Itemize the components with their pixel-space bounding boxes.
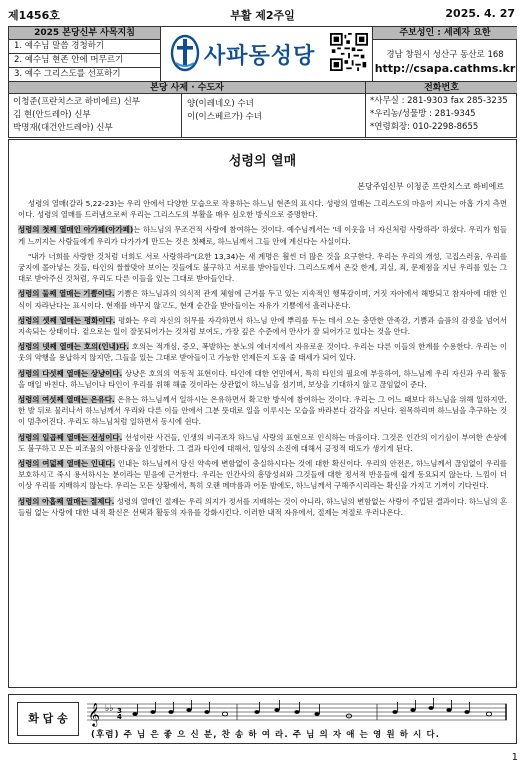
phone-header: 전화번호	[365, 82, 517, 94]
phone-store: *우리농/성물방 : 281-9345	[370, 109, 476, 119]
patron-saint: 주보성인 : 세례자 요한	[373, 27, 517, 40]
parish-name-logo: 사파동성당	[204, 44, 316, 69]
phone-list	[365, 94, 517, 137]
svg-text:3: 3	[117, 707, 122, 715]
article-byline: 본당주임신부 이청준 프란치스코 하비에르	[357, 182, 504, 191]
cross-logo-icon	[170, 33, 200, 73]
pastoral-goal-1: 1. 예수님 말씀 경청하기	[9, 40, 160, 54]
paragraph-heading: 성령의 셋째 열매는 평화이다.	[18, 315, 116, 325]
psalm-label: 화 답 송	[17, 702, 79, 736]
music-staff-icon	[87, 698, 507, 728]
paragraph-text: 성령의 열매인 절제는 우리 의지가 정서를 지배하는 것이 아니라, 하느님의 변함없는 사랑이 주입된 결과이다. 하느님의 흔들림 없는 사랑에 대한 내적 확신은 선택과 활동의 자유를 강화시킨다. 이러한 내적 자유에서, 절제는 저절로 우러나온다.	[18, 496, 507, 517]
article	[8, 139, 517, 688]
page-number: 1	[511, 752, 518, 763]
paragraph-text: 상냥은 호의의 역동적 표현이다. 타인에 대한 연민에서, 특히 타인의 필요에 부응하여, 하느님께 우리 자신과 우리 활동을 매일 바친다. 하느님이나 타인이 우리를 위해 해줄 것이라는 상관없이 하느님을 섬기며, 보상을 기대하지 않고 끊임없이 준다.	[18, 368, 507, 389]
article-paragraph	[18, 458, 507, 492]
priest-name: 김 현(안드레아) 신부	[13, 110, 91, 120]
refrain-tag: (후렴)	[91, 730, 120, 740]
paragraph-heading: 성령의 첫째 열매인 아가페(아가페)	[18, 225, 134, 235]
svg-text:4: 4	[117, 713, 122, 721]
staff-header: 본당 사제 · 수도자	[9, 82, 365, 94]
parish-logo	[162, 27, 372, 81]
phone-office: *사무실 : 281-9303 fax 285-3235	[370, 96, 508, 106]
issue-number: 제1456호	[8, 9, 60, 22]
paragraph-text: 는 하느님의 무조건적 사랑에 참여하는 것이다. 예수님께서는 '네 이웃을 너 자신처럼 사랑하라' 하셨다. 우리가 힘들게 느끼지는 사람들에게 우리가 다가가게 만드는 것은 첫째로, 하느님께서 그들 안에 계신다는 사실이다.	[18, 225, 507, 246]
article-paragraph	[18, 368, 507, 390]
article-intro: 성령의 열매(갈라 5,22-23)는 우리 안에서 다양한 모습으로 작용하는 하느님 현존의 표시다. 성령의 열매는 그리스도의 마음이 지니는 아홉 가지 측면이다. 성령의 열매를 드러냄으로써 우리는 그리스도의 부활을 매우 심오한 방식으로 증명한다.	[18, 199, 507, 220]
masthead	[8, 26, 517, 82]
article-paragraph	[18, 394, 507, 428]
article-title: 성령의 열매	[228, 154, 297, 169]
phone-funeral: *연령회장: 010-2298-8655	[370, 122, 479, 132]
paragraph-text: 평화는 우리 자신의 허무를 자각하면서 하느님 안에 뿌리를 두는 데서 오는 충만한 만족감, 기쁨과 슬픔의 감정을 넘어서 지속되는 상태이다. 겉으로는 일이 잘못되어가는 것처럼 보여도, 가장 깊은 수준에서 만사가 잘 되어가고 있다는 것을 안다.	[18, 315, 507, 337]
priest-list	[13, 96, 181, 135]
parish-address: 경남 창원시 성산구 동산로 168	[386, 50, 504, 60]
pastoral-goal-3: 3. 예수 그리스도를 선포하기	[14, 69, 121, 79]
pastoral-goal-2: 2. 예수님 현존 안에 머무르기	[9, 54, 160, 68]
paragraph-text: 기쁨은 하느님과의 의식적 관계 체험에 근거를 두고 있는 지속적인 행복감이며, 거짓 자아에서 해방되고 참자아에 대한 인식이 자라난다는 표시이다. 현재를 바꾸지 않고도, 현재 순간을 받아들이는 자유가 기쁨에서 흘러나온다.	[18, 289, 507, 310]
refrain-text: 주 님 은 좋 으 신 분, 찬 송 하 여 라. 주 님 의 자 애 는 영 원 하 시 다.	[123, 730, 441, 740]
article-paragraph	[18, 315, 507, 337]
article-paragraph	[18, 496, 507, 518]
svg-text:♭♭: ♭♭	[105, 704, 114, 714]
sister-name: 이(이스베르가) 수녀	[187, 112, 263, 122]
parish-website-link[interactable]: http://csapa.cathms.kr	[374, 62, 516, 75]
paragraph-heading: 성령의 둘째 열매는 기쁨이다.	[18, 289, 115, 299]
svg-text:𝄞: 𝄞	[88, 702, 100, 726]
responsorial-psalm	[8, 694, 517, 744]
sister-name: 양(이레네오) 수녀	[187, 99, 254, 109]
article-paragraph: "내가 너희를 사랑한 것처럼 너희도 서로 사랑하라"(요한 13,34)는 새 계명은 훨씬 더 많은 것을 요구한다. 우리는 우리의 개성, 고집스러움, 우리를 궁지에 몰아넣는 것들, 타인의 쌀쌀맞아 보이는 것들에도 불구하고 서로를 받아들인다. 그리스도께서 온갖 한계, 괴실, 죄, 문제점을 지닌 우리를 있는 그대로 받아주신 것처럼, 우리도 다른 이들을 있는 그대로 받아들인다.	[18, 251, 507, 284]
issue-date: 2025. 4. 27	[445, 7, 515, 20]
paragraph-text: 온유는 하느님께서 일하시는 온유하면서 확고한 방식에 참여하는 것이다. 우리는 그 어느 때보다 하느님을 위해 일하지만, 한 발 뒤로 물러나서 하느님께서 우리와 다른 이들 안에서 그분 뜻대로 일을 이루시는 모습을 바라본다 감각을 지닌다. 원목하리며 하느님을 추구하는 것이 멈추어진다. 우리도 하느님처럼 일하면서 동시에 쉰다.	[18, 395, 507, 427]
psalm-lyrics	[91, 728, 440, 740]
paragraph-heading: 성령의 아홉째 열매는 절제다.	[18, 496, 115, 506]
article-body	[9, 198, 516, 518]
paragraph-heading: 성령의 넷째 열매는 호의(인내)다.	[18, 342, 130, 352]
pastoral-goals-title: 2025 본당신부 사목지침	[9, 27, 160, 40]
sister-list	[181, 94, 365, 137]
parish-info	[372, 27, 517, 81]
article-paragraph	[18, 432, 507, 454]
paragraph-heading: 성령의 일곱째 열매는 선성이다.	[18, 432, 123, 442]
priest-name: 박명재(대건안드레아) 신부	[13, 123, 113, 133]
priest-name: 이청준(프란치스코 하비에르) 신부	[13, 97, 140, 107]
paragraph-heading: 성령의 여덟째 열매는 인내다.	[18, 459, 116, 469]
article-paragraph	[18, 224, 507, 246]
staff-table	[8, 82, 517, 138]
pastoral-goals	[9, 27, 161, 81]
article-paragraph	[18, 288, 507, 310]
paragraph-text: 인내는 하느님께서 당신 약속에 변함없이 충실하시다는 것에 대한 확신이다. 우리의 안전은, 하느님께서 끊임없이 우리를 보호하시고 죽시 용서하시는 분이라는 믿음에 근거한다. 우리는 인간사의 흥망성쇠와 그것들에 대한 정서적 반응들에 쉽게 동요되지 않는다. 느낌이 더 이상 우리를 지배하지 않는다. 우리는 모든 상황에서, 특히 오랜 메마름과 어둔 밤에도, 하느님께서 구해주시리라는 확신을 가지고 기꺼이 기다린다.	[18, 459, 508, 491]
paragraph-heading: 성령의 다섯째 열매는 상냥이다.	[18, 368, 123, 378]
issue-header	[8, 7, 517, 25]
qr-code-icon[interactable]	[330, 33, 368, 71]
paragraph-text: 선성이란 사건들, 인생의 비극조차 하느님 사랑의 표현으로 인식하는 마음이다. 그것은 인간의 이기심이 부여한 손상에도 불구하고 모든 피조물의 아름다움을 인정한다. 그 결과 타인에 대해서, 일상의 소진에 대해서 긍정적 태도가 생기게 된다.	[18, 432, 507, 453]
liturgical-sunday: 부활 제2주일	[230, 9, 295, 22]
article-paragraph	[18, 341, 507, 363]
paragraph-heading: 성령의 여섯째 열매는 온유다.	[18, 395, 115, 405]
paragraph-text: 호의는 적개심, 증오, 폭발하는 분노의 에너지에서 자유로운 것이다. 우리는 다른 이들의 한계를 수용한다. 우리는 이웃의 약행을 용납하지 않지만, 그들을 있는 그대로 받아들이고 가능한 언제든지 도움 줄 태세가 되어 있다.	[18, 342, 507, 363]
